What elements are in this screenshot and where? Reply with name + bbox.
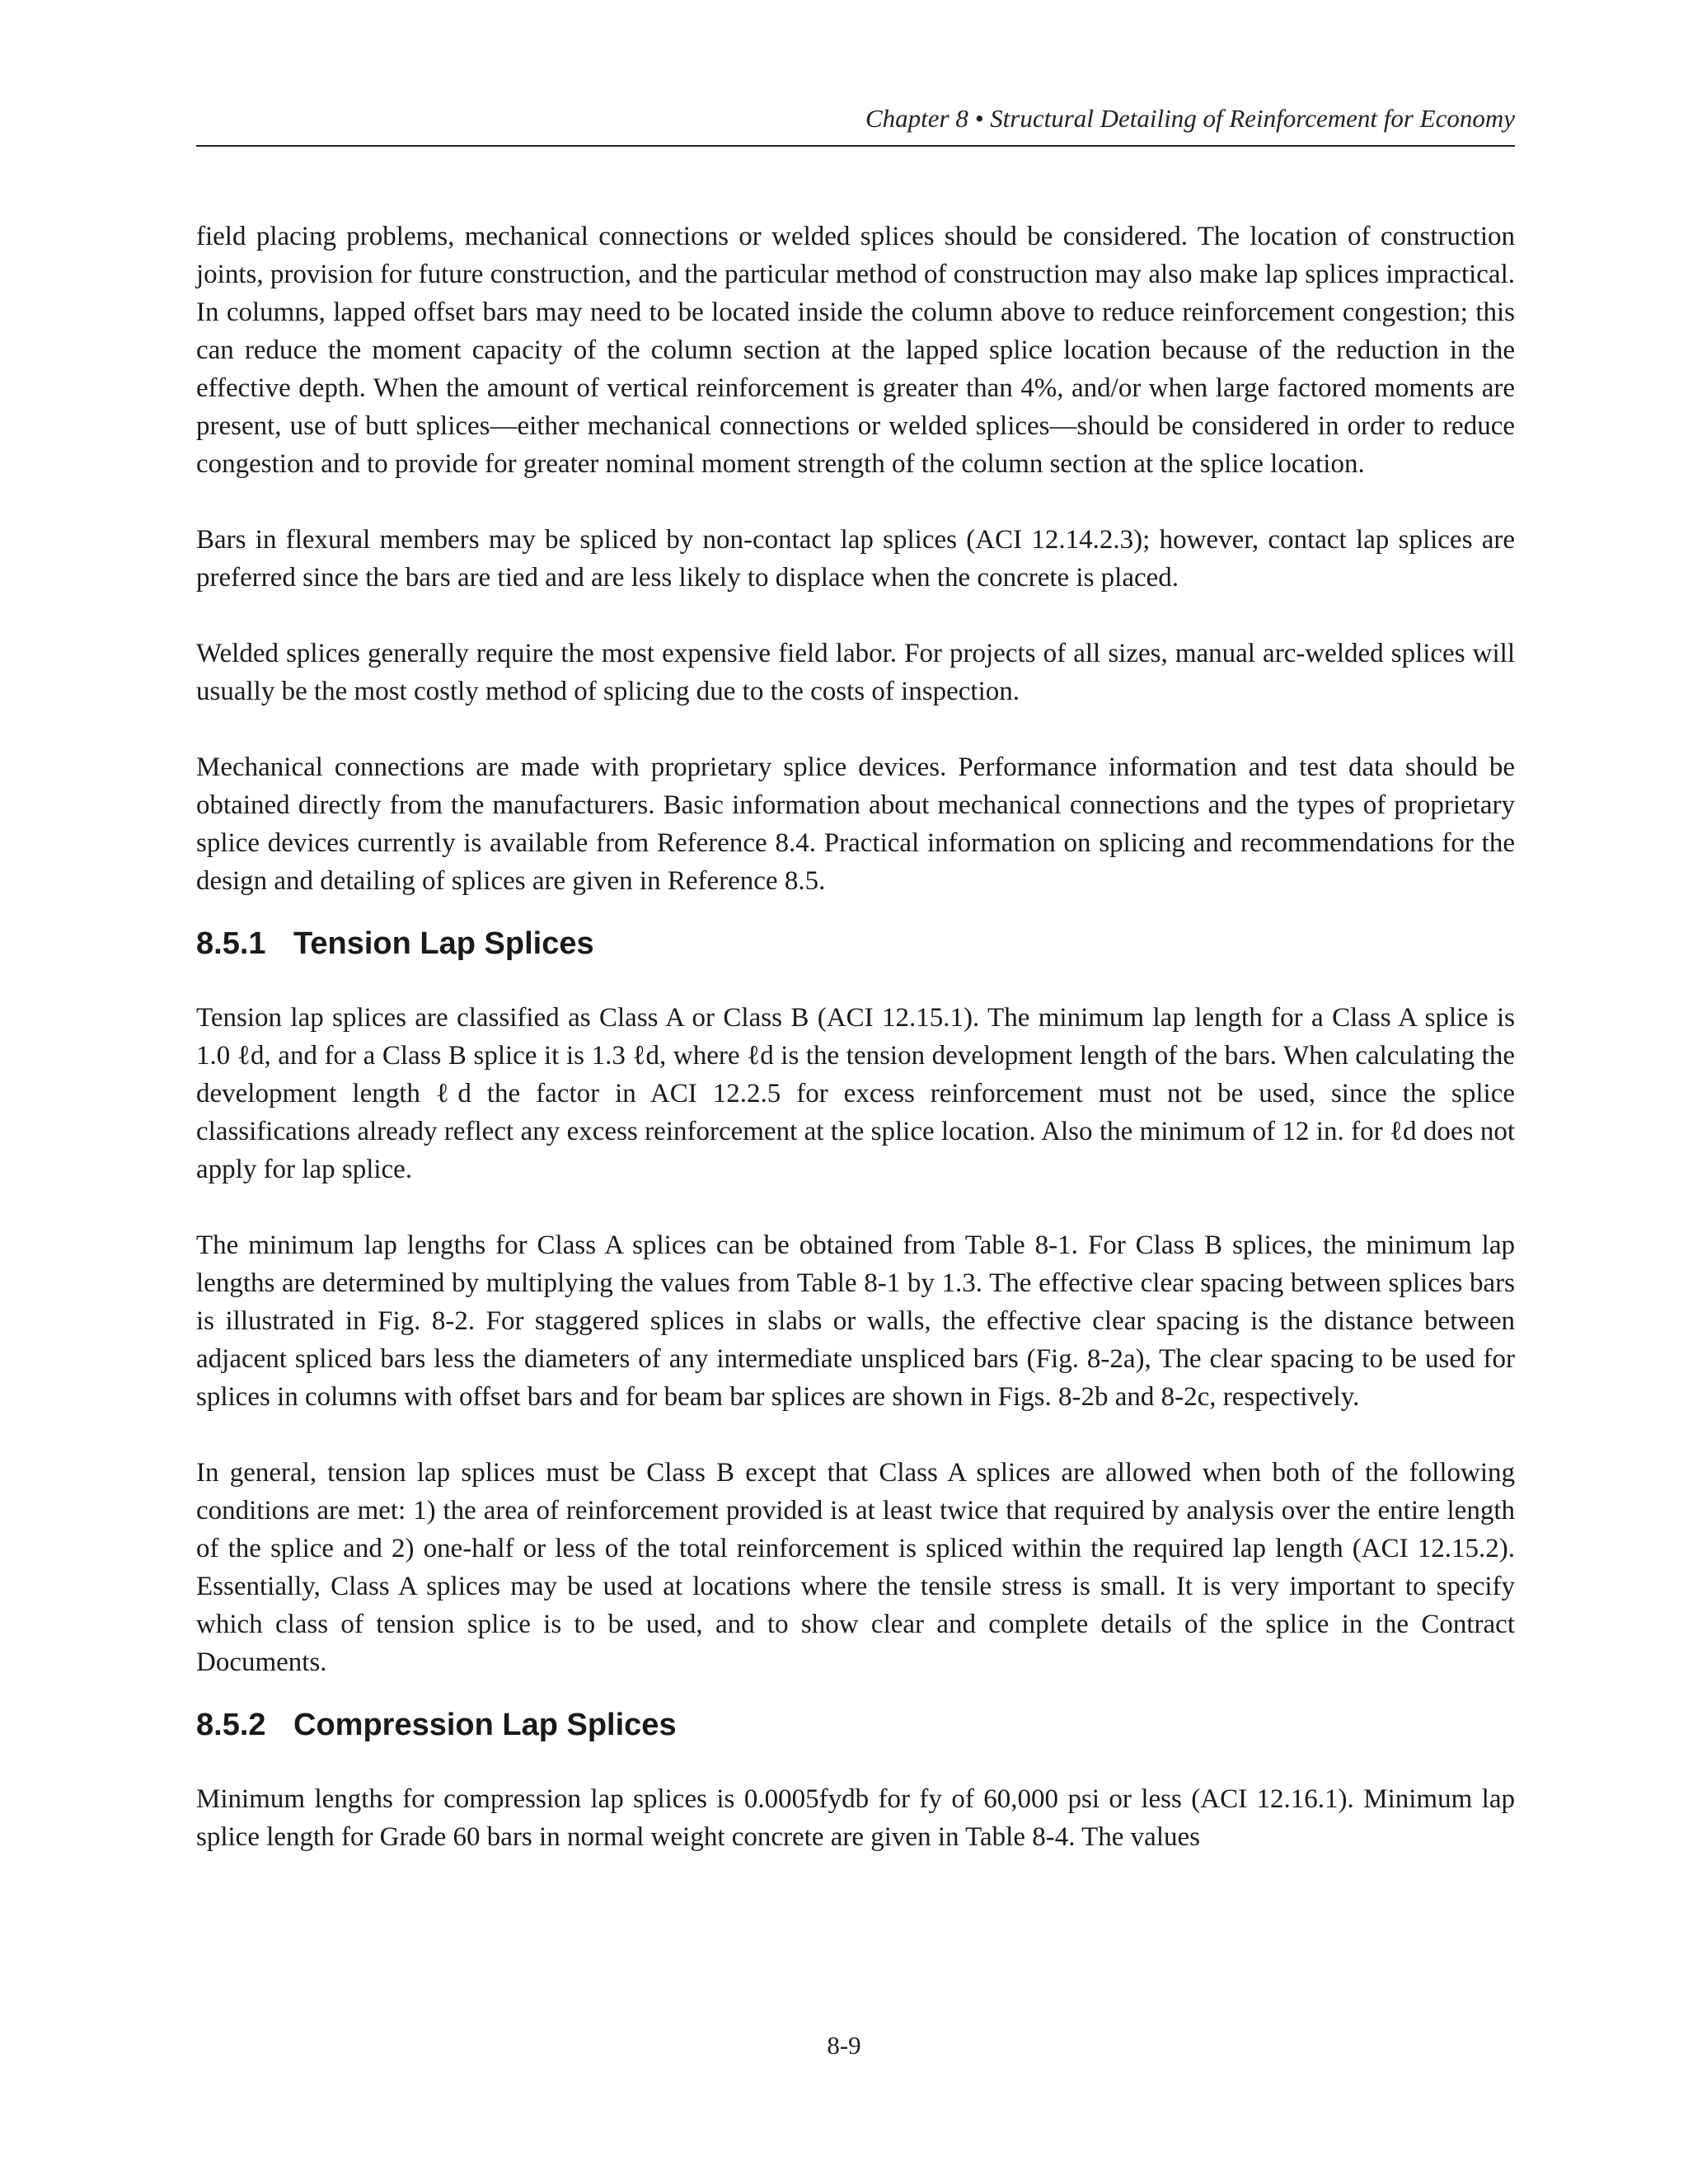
tension-paragraph-3: In general, tension lap splices must be Class B except that Class A splices are allowed when both of the following conditions are met: 1) the area of reinforcement provided is at least twice that required by analysis over the entire length of the splice and 2) one-half or less of the total reinforcement is spliced within the required lap length (ACI 12.15.2). Essentially, Class A splices may be used at locations where the tensile stress is small. It is very important to specify which class of tension splice is to be used, and to show clear and complete details of the splice in the Contract Documents. bbox=[196, 1458, 1515, 1677]
running-head-text: Chapter 8 • Structural Detailing of Reinforcement for Economy bbox=[865, 104, 1515, 133]
body-paragraph-4: Mechanical connections are made with proprietary splice devices. Performance information and test data should be obtained directly from the manufacturers. Basic information about mechanical connections and the types of proprietary splice devices currently is available from Reference 8.4. Practical information on splicing and recommendations for the design and detailing of splices are given in Reference 8.5. bbox=[196, 752, 1515, 896]
page-content bbox=[196, 218, 1515, 1894]
body-paragraph-1: field placing problems, mechanical connections or welded splices should be considered. The location of construction joints, provision for future construction, and the particular method of construction may also make lap splices impractical. In columns, lapped offset bars may need to be located inside the column above to reduce reinforcement congestion; this can reduce the moment capacity of the column section at the lapped splice location because of the reduction in the effective depth. When the amount of vertical reinforcement is greater than 4%, and/or when large factored moments are present, use of butt splices—either mechanical connections or welded splices—should be considered in order to reduce congestion and to provide for greater nominal moment strength of the column section at the splice location. bbox=[196, 222, 1515, 479]
section-number: 8.5.2 bbox=[196, 1708, 266, 1742]
section-title: Tension Lap Splices bbox=[293, 926, 594, 961]
section-heading-tension-lap-splices bbox=[196, 925, 1515, 963]
page-number: 8-9 bbox=[827, 2031, 861, 2060]
tension-paragraph-2: The minimum lap lengths for Class A splices can be obtained from Table 8-1. For Class B splices, the minimum lap lengths are determined by multiplying the values from Table 8-1 by 1.3. The effective clear spacing between splices bars is illustrated in Fig. 8-2. For staggered splices in slabs or walls, the effective clear spacing is the distance between adjacent spliced bars less the diameters of any intermediate unspliced bars (Fig. 8-2a), The clear spacing to be used for splices in columns with offset bars and for beam bar splices are shown in Figs. 8-2b and 8-2c, respectively. bbox=[196, 1230, 1515, 1412]
body-paragraph-2: Bars in flexural members may be spliced by non-contact lap splices (ACI 12.14.2.3); however, contact lap splices are preferred since the bars are tied and are less likely to displace when the concrete is placed. bbox=[196, 525, 1515, 593]
tension-paragraph-1: Tension lap splices are classified as Class A or Class B (ACI 12.15.1). The minimum lap length for a Class A splice is 1.0 ℓd, and for a Class B splice it is 1.3 ℓd, where ℓd is the tension development length of the bars. When calculating the development length ℓd the factor in ACI 12.2.5 for excess reinforcement must not be used, since the splice classifications already reflect any excess reinforcement at the splice location. Also the minimum of 12 in. for ℓd does not apply for lap splice. bbox=[196, 1003, 1515, 1184]
section-heading-compression-lap-splices bbox=[196, 1706, 1515, 1744]
compression-paragraph-1: Minimum lengths for compression lap splices is 0.0005fydb for fy of 60,000 psi or less (ACI 12.16.1). Minimum lap splice length for Grade 60 bars in normal weight concrete are given in Table 8-4. The values bbox=[196, 1784, 1515, 1852]
body-paragraph-3: Welded splices generally require the most expensive field labor. For projects of all sizes, manual arc-welded splices will usually be the most costly method of splicing due to the costs of inspection. bbox=[196, 639, 1515, 706]
section-title: Compression Lap Splices bbox=[293, 1708, 677, 1742]
running-header bbox=[196, 97, 1515, 147]
section-number: 8.5.1 bbox=[196, 926, 266, 961]
